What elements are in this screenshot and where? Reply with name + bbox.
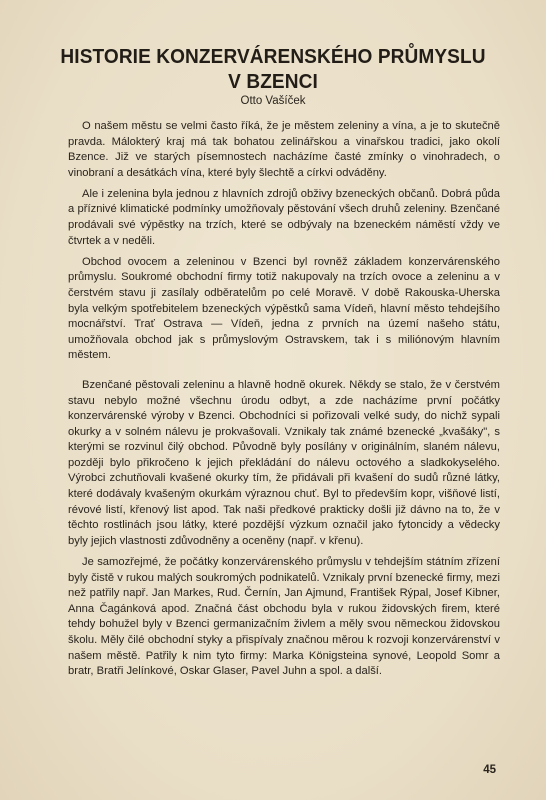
paragraph-1: O našem městu se velmi často říká, že je městem zeleniny a vína, a je to skutečně pravda. Málokterý kraj má tak bohatou zelinářskou a vinařskou tradici, jako okolí Bzence. Již ve starých písemnostech nacházíme časté zmínky o vinohradech, o vinobraní a desátkách vína, které byly šlechtě a církvi odváděny. (68, 120, 500, 179)
paragraph-3: Obchod ovocem a zeleninou v Bzenci byl rovněž základem konzervárenského průmyslu. Soukromé obchodní firmy totiž nakupovaly na trzích ovoce a zeleninu a v čerstvém stavu ji zasílaly odběratelům po celé Moravě. V době Rakouska-Uherska byla velkým spotřebitelem bzeneckých výpěstků sama Vídeň, hlavní město tehdejšího mocnářství. Trať Ostrava — Vídeň, jedna z prvních na území našeho státu, umožňovala obchod jak s průmyslovým Ostravskem, tak i s miliónovým hlavním městem. (68, 255, 500, 362)
page-number: 45 (483, 764, 496, 776)
paragraph-2: Ale i zelenina byla jednou z hlavních zdrojů obživy bzeneckých občanů. Dobrá půda a příznivé klimatické podmínky umožňovaly pěstování všech druhů zeleniny. Bzenčané prodávali své výpěstky na trzích, které se odbývaly na bzeneckém náměstí vždy ve čtvrtek a v neděli. (68, 187, 500, 247)
article-body (68, 119, 500, 685)
paragraph-4: Bzenčané pěstovali zeleninu a hlavně hodně okurek. Někdy se stalo, že v čerstvém stavu nebylo možné všechnu úrodu odbyt, a zde nacházíme první počátky konzervárenské výroby v Bzenci. Obchodníci si pořizovali velké sudy, do nichž sypali okurky a v solném nálevu je prokvašovali. Vznikaly tak známé bzenecké „kvašáky", s kterými se rozvinul čilý obchod. Původně byly posílány v originálním, slaném nálevu, později bylo přikročeno k jejich překládání do nálevu octového a sladkokyselého. Výrobci zchutňovali kvašené okurky tím, že přidávali při kvašení do sudů různé látky, které dodávaly kvašeným okurkám výraznou chuť. Byl to především kopr, višňové listí, révové listí, křenový list apod. Tak naši předkové prakticky došli již dávno na to, že v těchto rostlinách jsou látky, které pozdější výzkum označil jako fytoncidy a vědecky byly jejich vlastnosti zdůvodněny a oceněny (např. v křenu). (68, 378, 500, 547)
article-title (56, 44, 489, 94)
paragraph-5: Je samozřejmé, že počátky konzervárenského průmyslu v tehdejším státním zřízení byly čistě v rukou malých soukromých podnikatelů. Vznikaly první bzenecké firmy, mezi než patřily např. Jan Markes, Rud. Černín, Jan Ajmund, František Rýpal, Josef Kibner, Anna Čagánková apod. Značná část obchodu byla v rukou židovských firem, které tehdy bohužel byly v Bzenci germanizačním živlem a měly svou německou židovskou školu. Měly čilé obchodní styky a přispívaly značnou měrou k rozvoji konzervárenství v našem městě. Patřily k nim tyto firmy: Marka Königsteina synové, Leopold Somr a bratr, Bratři Jelínkové, Oskar Glaser, Pavel Juhn a spol. a další. (68, 555, 500, 678)
article-author: Otto Vašíček (240, 95, 306, 107)
article-title-line-1: HISTORIE KONZERVÁRENSKÉHO PRŮMYSLU (60, 45, 486, 68)
article-title-line-2: V BZENCI (228, 70, 318, 93)
